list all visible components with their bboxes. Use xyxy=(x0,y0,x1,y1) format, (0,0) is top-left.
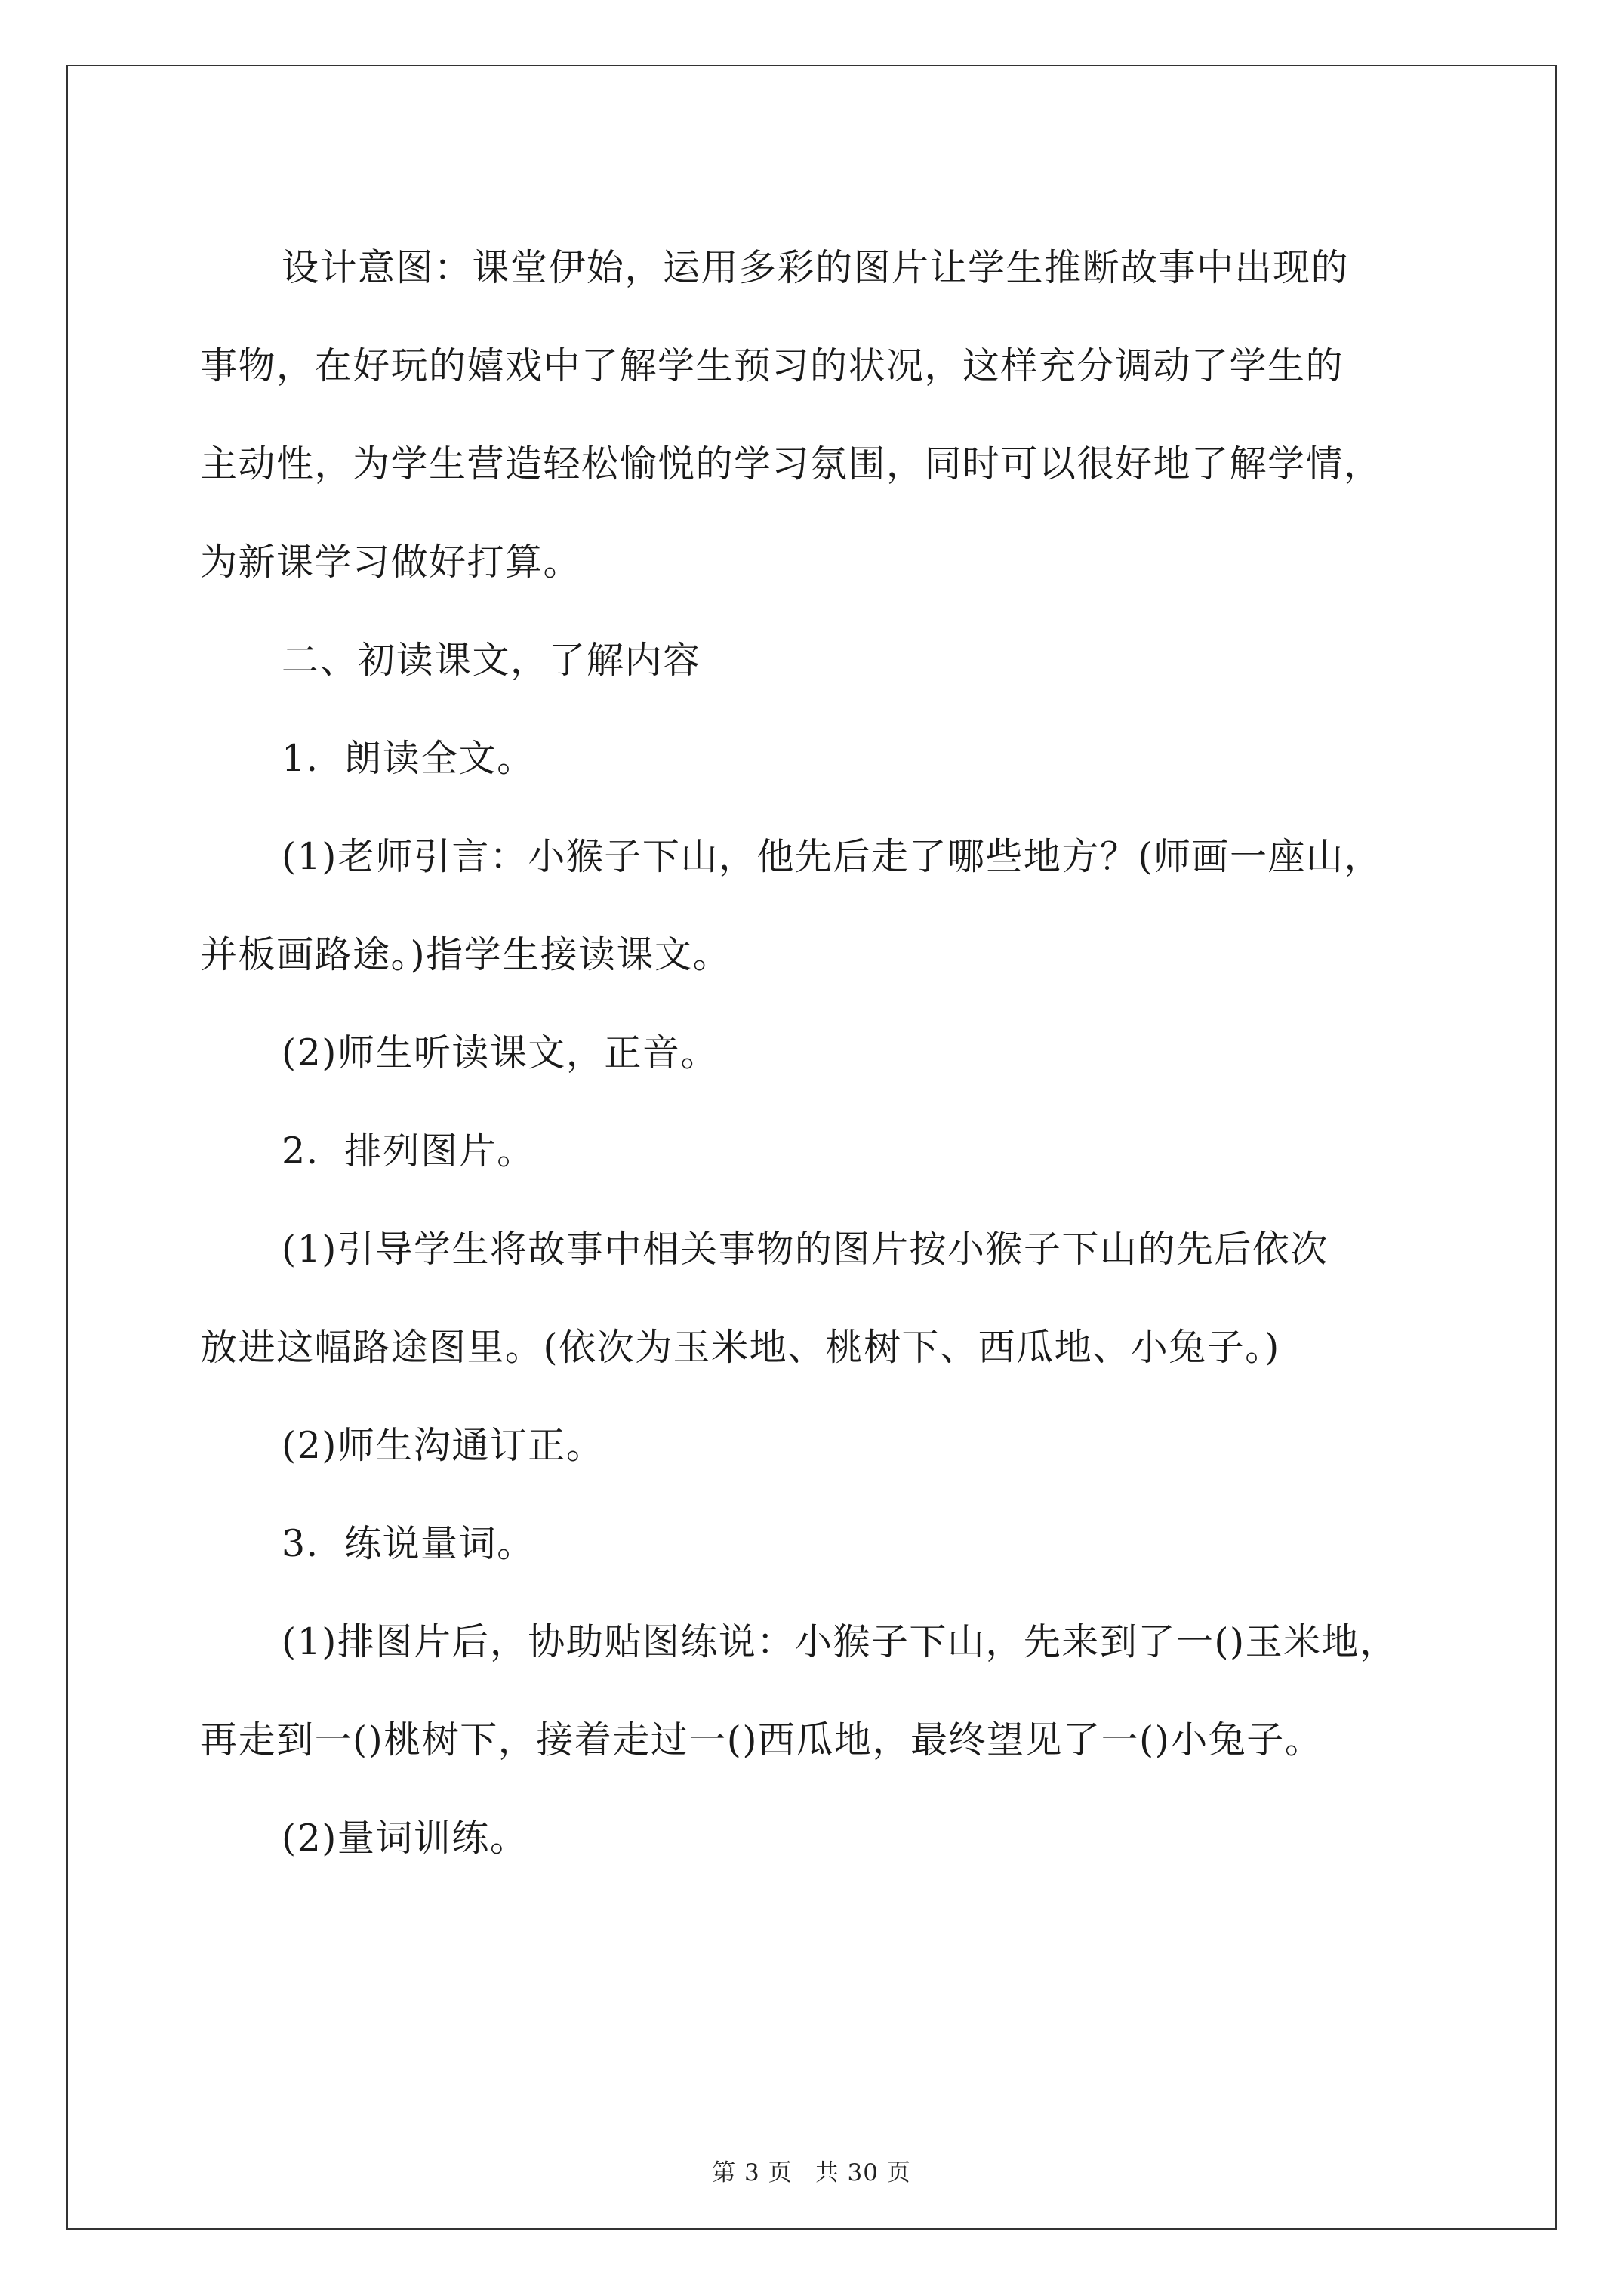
text-line: 设计意图：课堂伊始，运用多彩的图片让学生推断故事中出现的 xyxy=(282,246,1350,289)
paragraph-item xyxy=(200,1004,1476,1102)
text-line: 放进这幅路途图里。(依次为玉米地、桃树下、西瓜地、小兔子。) xyxy=(200,1326,1280,1369)
text-line: 2．排列图片。 xyxy=(282,1130,535,1173)
total-pages: 共 30 页 xyxy=(815,2159,911,2187)
text-line: 再走到一()桃树下，接着走过一()西瓜地，最终望见了一()小兔子。 xyxy=(200,1718,1323,1761)
text-line: (2)师生听读课文，正音。 xyxy=(282,1031,719,1074)
text-line: 二、初读课文，了解内容 xyxy=(282,639,701,682)
text-line: (2)量词训练。 xyxy=(282,1817,528,1860)
paragraph-item xyxy=(200,1789,1476,1888)
text-line: (2)师生沟通订正。 xyxy=(282,1424,605,1467)
page-footer xyxy=(0,2158,1623,2188)
paragraph-item xyxy=(200,1200,1476,1397)
text-line: 1．朗读全文。 xyxy=(282,737,535,780)
step-heading xyxy=(200,710,1476,808)
text-line: 为新课学习做好打算。 xyxy=(200,541,582,584)
paragraph-item xyxy=(200,1593,1476,1789)
text-line: 3．练说量词。 xyxy=(282,1522,535,1565)
document-body xyxy=(200,219,1476,1888)
text-line: 主动性，为学生营造轻松愉悦的学习氛围，同时可以很好地了解学情， xyxy=(200,442,1382,485)
text-line: 事物，在好玩的嬉戏中了解学生预习的状况，这样充分调动了学生的 xyxy=(200,344,1344,387)
paragraph-item xyxy=(200,808,1476,1004)
step-heading xyxy=(200,1495,1476,1593)
current-page-number: 第 3 页 xyxy=(712,2159,793,2187)
paragraph-item xyxy=(200,1397,1476,1495)
paragraph-design-intent xyxy=(200,219,1476,612)
text-line: 并板画路途。)指学生接读课文。 xyxy=(200,933,731,976)
text-line: (1)排图片后，协助贴图练说：小猴子下山，先来到了一()玉米地， xyxy=(282,1620,1398,1663)
section-heading xyxy=(200,612,1476,710)
text-line: (1)引导学生将故事中相关事物的图片按小猴子下山的先后依次 xyxy=(282,1228,1329,1271)
text-line: (1)老师引言：小猴子下山，他先后走了哪些地方？(师画一座山， xyxy=(282,835,1383,878)
step-heading xyxy=(200,1102,1476,1200)
